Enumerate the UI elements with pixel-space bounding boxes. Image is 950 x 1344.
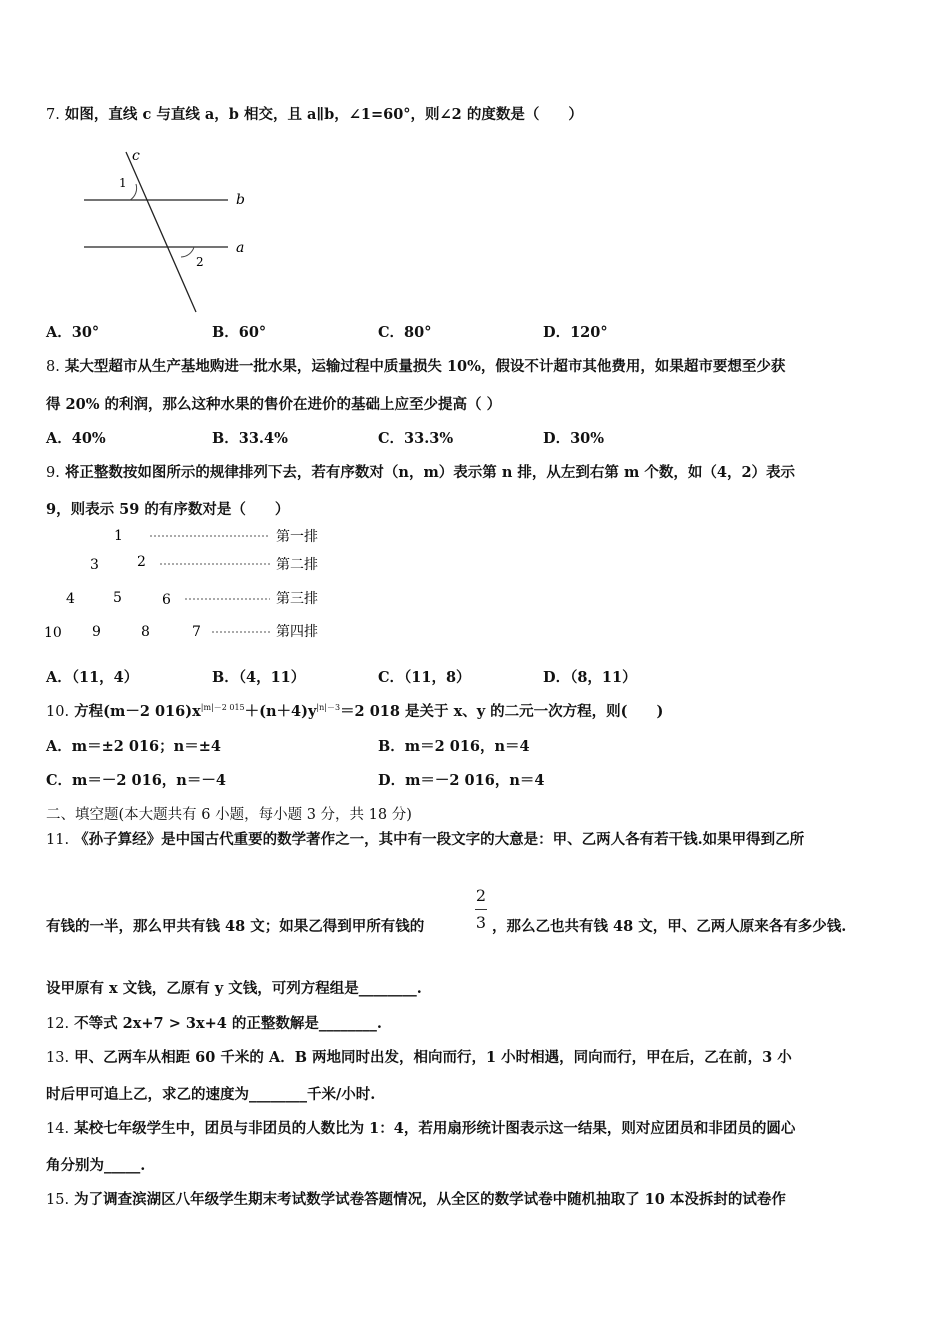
row4-num-4: 7 bbox=[192, 624, 201, 640]
row4-num-3: 8 bbox=[141, 624, 150, 640]
row3-num-2: 5 bbox=[113, 590, 122, 606]
q9-option-a[interactable]: A．（11，4） bbox=[46, 669, 139, 686]
q7-option-b[interactable]: B．60° bbox=[212, 324, 267, 341]
q11-stem-line2b: ，那么乙也共有钱 48 文，甲、乙两人原来各有多少钱. bbox=[492, 918, 847, 935]
q8-option-d[interactable]: D．30% bbox=[543, 430, 605, 447]
q8-stem-line2: 得 20% 的利润，那么这种水果的售价在进价的基础上应至少提高（ ） bbox=[46, 396, 502, 413]
q8-option-c[interactable]: C．33.3% bbox=[378, 430, 454, 447]
q12-stem: 12. 不等式 2x+7 > 3x+4 的正整数解是________. bbox=[46, 1015, 382, 1032]
q13-stem-line2: 时后甲可追上乙，求乙的速度为________千米/小时. bbox=[46, 1086, 376, 1103]
label-2: 2 bbox=[196, 255, 204, 269]
label-b: b bbox=[236, 192, 245, 208]
row2-num-1: 3 bbox=[90, 557, 99, 573]
row3-num-3: 6 bbox=[162, 592, 171, 608]
q9-figure bbox=[40, 522, 340, 644]
row3-num-1: 4 bbox=[66, 591, 75, 607]
row4-num-2: 9 bbox=[92, 624, 101, 640]
q10-option-a[interactable]: A．m＝±2 016；n＝±4 bbox=[46, 738, 221, 755]
q9-stem-line1: 9. 将正整数按如图所示的规律排列下去，若有序数对（n，m）表示第 n 排，从左到右第 m 个数，如（4，2）表示 bbox=[46, 464, 796, 481]
angle-1-arc bbox=[130, 184, 137, 200]
q9-stem-line2: 9，则表示 59 的有序数对是（ ） bbox=[46, 501, 290, 518]
q11-stem-line3: 设甲原有 x 文钱，乙原有 y 文钱，可列方程组是________. bbox=[46, 980, 422, 997]
row2-num-2: 2 bbox=[137, 554, 146, 570]
row4-num-1: 10 bbox=[44, 625, 62, 641]
q10-option-b[interactable]: B．m＝2 016，n＝4 bbox=[378, 738, 530, 755]
q10-stem: 10. 方程(m－2 $016)x^{|m|-2 015}+(n+4)y^{|n|-3}=2$ 018 是关于 x、y 的二元一次方程，则( ) bbox=[46, 703, 664, 720]
q11-stem-line2a: 有钱的一半，那么甲共有钱 48 文；如果乙得到甲所有钱的 bbox=[46, 918, 425, 935]
q7-option-c[interactable]: C．80° bbox=[378, 324, 432, 341]
angle-2-arc bbox=[181, 247, 194, 257]
q10-option-c[interactable]: C．m＝－2 016，n＝－4 bbox=[46, 772, 226, 789]
q14-stem-line2: 角分别为_____. bbox=[46, 1157, 146, 1174]
q13-stem-line1: 13. 甲、乙两车从相距 60 千米的 A．B 两地同时出发，相向而行，1 小时相遇，同向而行，甲在后，乙在前，3 小 bbox=[46, 1049, 792, 1066]
q15-stem-line1: 15. 为了调查滨湖区八年级学生期末考试数学试卷答题情况，从全区的数学试卷中随机抽取了 10 本没拆封的试卷作 bbox=[46, 1191, 786, 1208]
q11-stem-line1: 11. 《孙子算经》是中国古代重要的数学著作之一，其中有一段文字的大意是：甲、乙两人各有若干钱.如果甲得到乙所 bbox=[46, 831, 805, 848]
row2-label: 第二排 bbox=[276, 557, 318, 573]
fraction-bar bbox=[475, 909, 487, 910]
label-c: c bbox=[132, 148, 140, 164]
q7-option-d[interactable]: D．120° bbox=[543, 324, 608, 341]
row3-label: 第三排 bbox=[276, 591, 318, 607]
fraction-numerator: 2 bbox=[475, 886, 487, 905]
q10-option-d[interactable]: D．m＝－2 016，n＝4 bbox=[378, 772, 545, 789]
row4-label: 第四排 bbox=[276, 624, 318, 640]
q7-option-a[interactable]: A．30° bbox=[46, 324, 100, 341]
q9-option-d[interactable]: D．（8，11） bbox=[543, 669, 637, 686]
q8-option-a[interactable]: A．40% bbox=[46, 430, 106, 447]
q7-figure bbox=[76, 142, 276, 322]
q8-stem-line1: 8. 某大型超市从生产基地购进一批水果，运输过程中质量损失 10%，假设不计超市其他费用，如果超市要想至少获 bbox=[46, 358, 786, 375]
q9-option-c[interactable]: C．（11，8） bbox=[378, 669, 471, 686]
label-1: 1 bbox=[119, 176, 127, 190]
label-a: a bbox=[236, 240, 245, 256]
q7-stem: 7. 如图，直线 c 与直线 a，b 相交，且 a∥b，∠1=60°，则∠2 的度数是（ ） bbox=[46, 106, 583, 123]
row1-num: 1 bbox=[114, 528, 123, 544]
fraction-denominator: 3 bbox=[475, 913, 487, 932]
line-c bbox=[126, 152, 196, 312]
row1-label: 第一排 bbox=[276, 529, 318, 545]
q8-option-b[interactable]: B．33.4% bbox=[212, 430, 288, 447]
section-2-heading: 二、填空题(本大题共有 6 小题，每小题 3 分，共 18 分) bbox=[46, 807, 412, 823]
q9-option-b[interactable]: B．（4，11） bbox=[212, 669, 306, 686]
q14-stem-line1: 14. 某校七年级学生中，团员与非团员的人数比为 1：4，若用扇形统计图表示这一结果，则对应团员和非团员的圆心 bbox=[46, 1120, 796, 1137]
